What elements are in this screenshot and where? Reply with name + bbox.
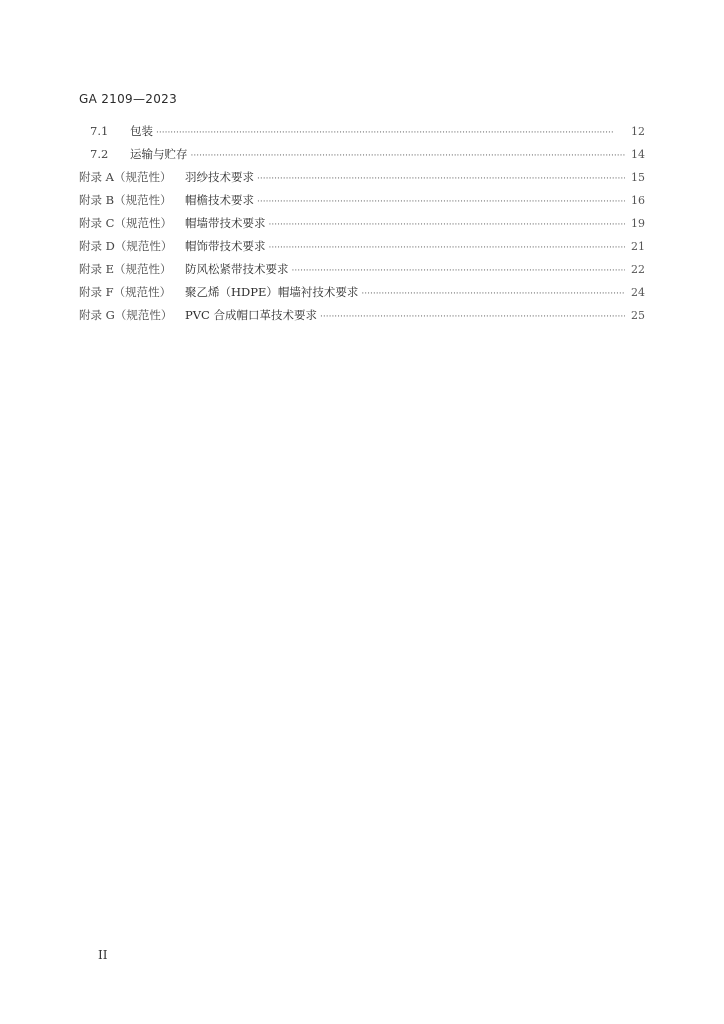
table-of-contents bbox=[79, 120, 645, 327]
toc-entry-annex-label: 附录 D（规范性） bbox=[79, 239, 173, 253]
leader-dots bbox=[292, 260, 626, 283]
leader-dots bbox=[257, 168, 625, 191]
toc-entry-title: 帽檐技术要求 bbox=[185, 193, 254, 207]
toc-entry-title: 帽墙带技术要求 bbox=[185, 216, 266, 230]
leader-dots bbox=[156, 122, 625, 145]
toc-entry-annex-label: 附录 C（规范性） bbox=[79, 216, 172, 230]
toc-entry-annex-label: 附录 G（规范性） bbox=[79, 308, 173, 322]
toc-entry-title: 包装 bbox=[130, 124, 153, 138]
page-folio: II bbox=[98, 948, 108, 962]
toc-entry-number: 7.1 bbox=[90, 124, 109, 138]
toc-entry-annex-c[interactable] bbox=[79, 212, 645, 235]
toc-entry-annex-a[interactable] bbox=[79, 166, 645, 189]
toc-entry-page: 21 bbox=[631, 240, 645, 253]
leader-dots bbox=[191, 145, 626, 168]
toc-entry-page: 19 bbox=[631, 217, 645, 230]
toc-entry-page: 14 bbox=[631, 148, 645, 161]
document-code: GA 2109—2023 bbox=[79, 92, 178, 106]
toc-entry-title: 聚乙烯（HDPE）帽墙衬技术要求 bbox=[185, 285, 359, 299]
toc-entry-annex-label: 附录 E（规范性） bbox=[79, 262, 172, 276]
toc-entry-page: 24 bbox=[631, 286, 645, 299]
toc-entry-title: 羽纱技术要求 bbox=[185, 170, 254, 184]
toc-entry-annex-b[interactable] bbox=[79, 189, 645, 212]
toc-entry-annex-f[interactable] bbox=[79, 281, 645, 304]
toc-entry-annex-g[interactable] bbox=[79, 304, 645, 327]
leader-dots bbox=[257, 191, 625, 214]
toc-entry-annex-label: 附录 B（规范性） bbox=[79, 193, 172, 207]
toc-entry-7-1[interactable] bbox=[79, 120, 645, 143]
toc-entry-annex-label: 附录 F（规范性） bbox=[79, 285, 172, 299]
toc-entry-annex-e[interactable] bbox=[79, 258, 645, 281]
toc-entry-7-2[interactable] bbox=[79, 143, 645, 166]
toc-entry-page: 15 bbox=[631, 171, 645, 184]
leader-dots bbox=[361, 283, 625, 306]
toc-entry-page: 12 bbox=[631, 125, 645, 138]
toc-entry-annex-label: 附录 A（规范性） bbox=[79, 170, 172, 184]
toc-entry-number: 7.2 bbox=[90, 147, 109, 161]
toc-entry-title: 帽饰带技术要求 bbox=[185, 239, 266, 253]
toc-entry-page: 22 bbox=[631, 263, 645, 276]
leader-dots bbox=[320, 306, 625, 329]
leader-dots bbox=[269, 214, 626, 237]
leader-dots bbox=[269, 237, 626, 260]
toc-entry-page: 25 bbox=[631, 309, 645, 322]
toc-entry-page: 16 bbox=[631, 194, 645, 207]
toc-entry-title: 防风松紧带技术要求 bbox=[185, 262, 289, 276]
toc-entry-title: 运输与贮存 bbox=[130, 147, 188, 161]
toc-entry-annex-d[interactable] bbox=[79, 235, 645, 258]
toc-entry-title: PVC 合成帽口革技术要求 bbox=[185, 308, 317, 322]
